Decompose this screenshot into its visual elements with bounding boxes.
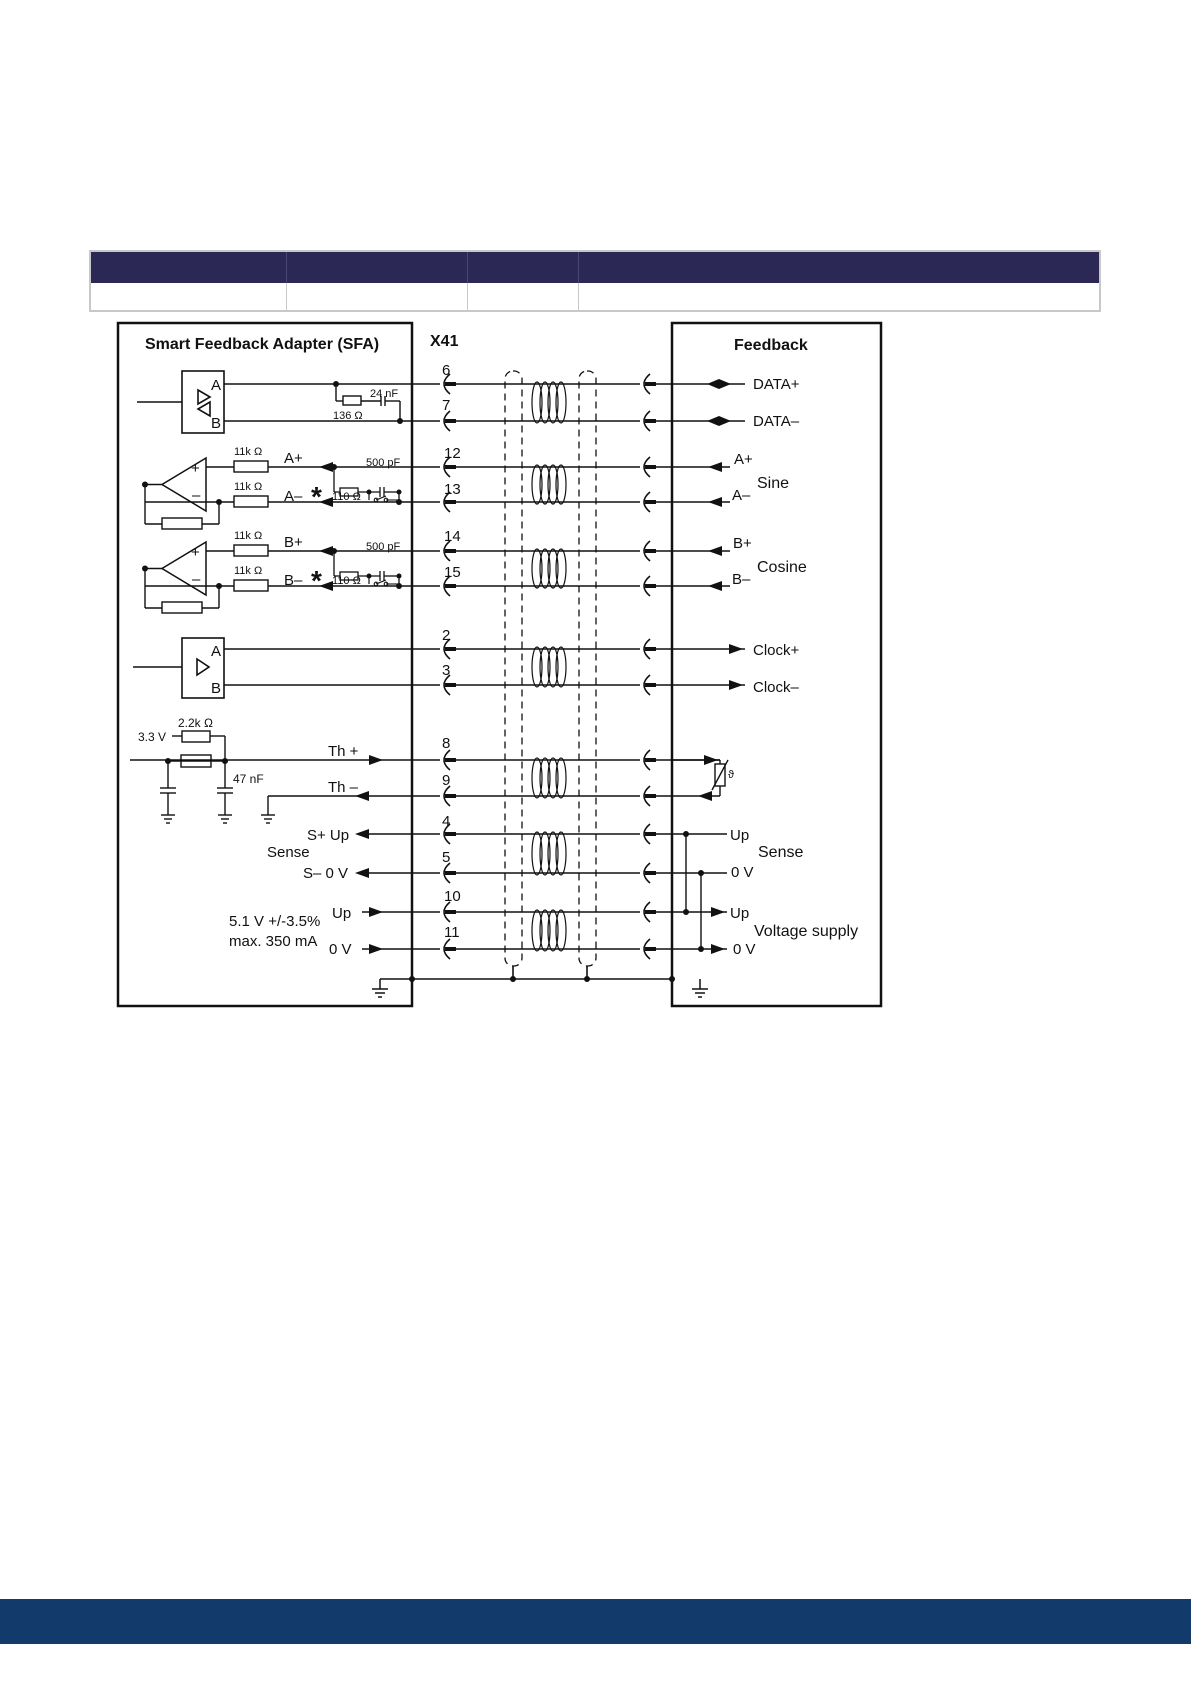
footer-bar — [0, 1599, 1191, 1644]
arrowhead — [707, 416, 719, 426]
arrowhead — [719, 379, 731, 389]
sine-a-minus-label: A– — [732, 487, 751, 504]
signal-label: B– — [284, 572, 303, 589]
th-minus-label: Th – — [328, 779, 359, 796]
thermistor-sensor — [672, 760, 728, 796]
resistor-11k — [234, 461, 268, 472]
res-110-label: 110 Ω — [332, 575, 361, 587]
supply-spec-line1: 5.1 V +/-3.5% — [229, 913, 321, 930]
junction-dot — [216, 583, 222, 589]
s-minus-0v-label: S– 0 V — [303, 865, 349, 882]
cable-shield-inner — [505, 371, 522, 966]
resistor-11k — [234, 545, 268, 556]
cable-shield-outer — [579, 371, 596, 966]
clock-pin-a-label: A — [211, 643, 222, 660]
junction-dot — [683, 831, 689, 837]
pin-9: 9 — [442, 772, 451, 789]
junction-dot — [142, 566, 148, 572]
voltage-supply-label: Voltage supply — [754, 923, 859, 940]
arrowhead — [319, 546, 333, 556]
junction-dot — [409, 976, 415, 982]
arrowhead — [319, 462, 333, 472]
th-plus-label: Th + — [328, 743, 359, 760]
arrowhead — [355, 868, 369, 878]
arrowhead — [698, 791, 712, 801]
arrowhead — [729, 680, 743, 690]
sine-label: Sine — [757, 475, 790, 492]
pin-5: 5 — [442, 849, 451, 866]
arrowhead — [708, 546, 722, 556]
junction-dot — [331, 464, 337, 470]
signal-label: A+ — [284, 450, 303, 467]
supply-0v-right-label: 0 V — [733, 941, 756, 958]
feedback-resistor — [162, 518, 202, 529]
feedback-resistor — [162, 602, 202, 613]
sense-0v-label: 0 V — [731, 864, 754, 881]
pin-11: 11 — [444, 924, 460, 941]
pin-12: 12 — [444, 445, 461, 462]
op-amp-minus-sign: – — [192, 571, 201, 588]
arrowhead — [711, 907, 725, 917]
junction-dot — [584, 976, 590, 982]
cosine-b-minus-label: B– — [732, 571, 751, 588]
arrowhead — [707, 379, 719, 389]
junction-dot — [669, 976, 675, 982]
clock-plus-label: Clock+ — [753, 642, 800, 659]
arrowhead — [711, 944, 725, 954]
v33-label: 3.3 V — [138, 730, 167, 744]
arrowhead — [719, 416, 731, 426]
res-136-label: 136 Ω — [333, 410, 363, 422]
signal-label: A– — [284, 488, 303, 505]
cap-500pf-label: 500 pF — [366, 541, 401, 553]
junction-dot — [216, 499, 222, 505]
pin-14: 14 — [444, 528, 461, 545]
supply-0v-left-label: 0 V — [329, 941, 352, 958]
supply-up-right-label: Up — [730, 905, 750, 922]
arrowhead — [708, 462, 722, 472]
data-plus-label: DATA+ — [753, 376, 800, 393]
data-pin-a-label: A — [211, 377, 222, 394]
asterisk-icon: * — [311, 565, 322, 596]
signal-label: B+ — [284, 534, 303, 551]
sine-a-plus-label: A+ — [734, 451, 753, 468]
op-amp-minus-sign: – — [192, 487, 201, 504]
sense-up-label: Up — [730, 827, 750, 844]
junction-dot — [397, 490, 402, 495]
x41-title: X41 — [430, 333, 459, 350]
feedback-label-group — [730, 376, 858, 958]
arrowhead — [369, 907, 383, 917]
ground-symbol-right — [692, 979, 708, 997]
resistor-11k — [234, 496, 268, 507]
ground-symbol-left — [372, 979, 388, 997]
cosine-b-plus-label: B+ — [733, 535, 752, 552]
res-11k-label: 11k Ω — [234, 446, 263, 458]
arrowhead — [708, 497, 722, 507]
supply-spec-line2: max. 350 mA — [229, 933, 318, 950]
junction-dot — [510, 976, 516, 982]
sense-left-label: Sense — [267, 844, 310, 861]
res-11k-label: 11k Ω — [234, 565, 263, 577]
junction-dot — [142, 482, 148, 488]
pin-13: 13 — [444, 481, 461, 498]
cap-47nf-label: 47 nF — [233, 772, 264, 786]
supply-up-left-label: Up — [332, 905, 352, 922]
pin-10: 10 — [444, 888, 461, 905]
junction-dot — [331, 548, 337, 554]
op-amp-plus-sign: + — [191, 460, 200, 477]
cap-24nf-label: 24 nF — [370, 388, 399, 400]
asterisk-icon: * — [311, 481, 322, 512]
junction-dot — [165, 758, 171, 764]
pin-3: 3 — [442, 662, 451, 679]
junction-dot — [397, 418, 403, 424]
sfa-title: Smart Feedback Adapter (SFA) — [145, 336, 380, 353]
res-11k-label: 11k Ω — [234, 530, 263, 542]
junction-dot — [698, 870, 704, 876]
arrowhead — [355, 829, 369, 839]
pin-8: 8 — [442, 735, 451, 752]
feedback-title: Feedback — [734, 337, 808, 354]
data-pin-b-label: B — [211, 415, 222, 432]
clock-minus-label: Clock– — [753, 679, 799, 696]
res-11k-label: 11k Ω — [234, 481, 263, 493]
arrowhead — [369, 755, 383, 765]
pin-7: 7 — [442, 397, 451, 414]
arrowhead — [729, 644, 743, 654]
analog-input-group — [142, 446, 402, 613]
res-110-label: 110 Ω — [332, 491, 361, 503]
junction-dot — [698, 946, 704, 952]
pin-6: 6 — [442, 362, 451, 379]
pin-2: 2 — [442, 627, 451, 644]
junction-dot — [683, 909, 689, 915]
pin-4: 4 — [442, 813, 451, 830]
s-plus-up-label: S+ Up — [307, 827, 350, 844]
cap-500pf-label: 500 pF — [366, 457, 401, 469]
res-2k2-label: 2.2k Ω — [178, 716, 213, 730]
sfa-box — [118, 323, 412, 1006]
sense-supply-bridge — [686, 834, 701, 949]
pin-15: 15 — [444, 564, 461, 581]
cosine-label: Cosine — [757, 559, 807, 576]
resistor-11k — [234, 580, 268, 591]
clock-pin-b-label: B — [211, 680, 222, 697]
data-minus-label: DATA– — [753, 413, 800, 430]
op-amp-plus-sign: + — [191, 544, 200, 561]
junction-dot — [222, 758, 228, 764]
thermistor-theta-label: ϑ — [728, 769, 735, 781]
arrowhead — [708, 581, 722, 591]
junction-dot — [397, 574, 402, 579]
arrowhead — [369, 944, 383, 954]
junction-dot — [333, 381, 339, 387]
sense-right-label: Sense — [758, 844, 804, 861]
